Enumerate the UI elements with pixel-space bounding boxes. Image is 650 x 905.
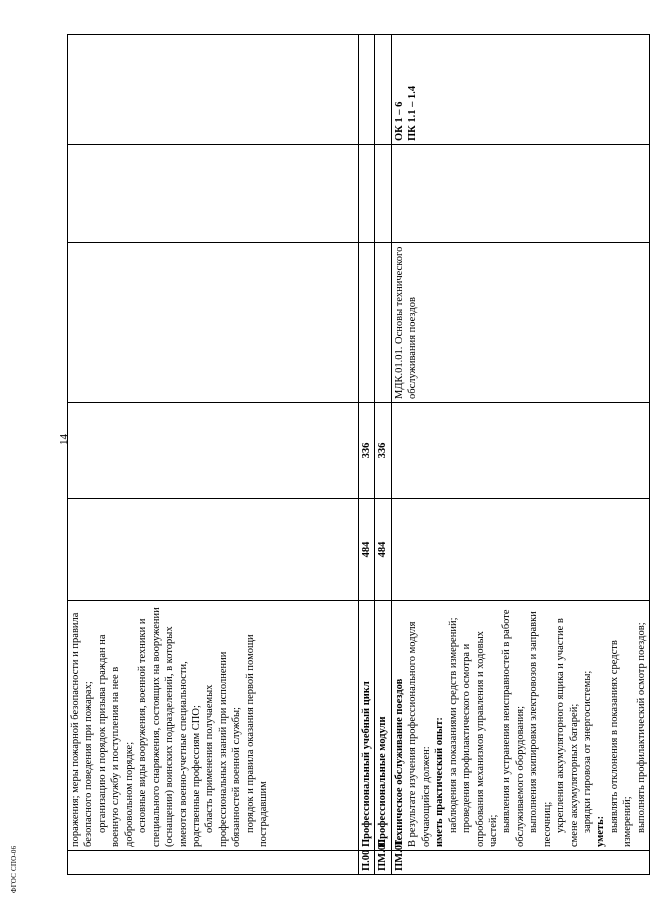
- competency-general: ОК 1 – 6: [393, 101, 405, 141]
- cell-module-content: [391, 601, 649, 851]
- cell-max-load: 484: [375, 499, 391, 601]
- cell-empty: [359, 35, 375, 145]
- cell-empty: [391, 499, 649, 601]
- table-row-pm00: [375, 35, 391, 875]
- experience-item: выполнения экипировки электровозов и заправки песочниц;: [528, 611, 553, 847]
- cell-empty: [68, 243, 359, 403]
- cell-mandatory-load: 336: [375, 403, 391, 499]
- rotated-table-wrapper: [67, 35, 647, 875]
- page-number: 14: [58, 434, 70, 445]
- cell-empty: [375, 145, 391, 243]
- cell-empty: [391, 145, 649, 243]
- skills-heading: уметь:: [595, 815, 607, 847]
- cell-max-load: 484: [359, 499, 375, 601]
- text-line: область применения получаемых профессиональных знаний при исполнении обязанностей военной службы;: [204, 651, 243, 847]
- experience-heading: иметь практический опыт:: [434, 717, 446, 847]
- experience-item: укрепления аккумуляторного ящика и участие в смене аккумуляторных батарей;: [555, 618, 580, 847]
- experience-item: наблюдения за показаниями средств измерений;: [447, 617, 459, 833]
- cell-title: Профессиональные модули: [375, 601, 391, 851]
- cell-title: Профессиональный учебный цикл: [359, 601, 375, 851]
- experience-item: зарядки гировоза от энергосистемы;: [582, 670, 593, 833]
- cell-competencies: [391, 35, 649, 145]
- experience-item: проведения профилактического осмотра и опробования механизмов управления и ходовых частей;: [461, 631, 499, 847]
- cell-empty: [359, 243, 375, 403]
- experience-item: выявления и устранения неисправностей в работе обслуживаемого оборудования;: [501, 609, 526, 847]
- cell-code: П.00: [359, 851, 375, 875]
- table-row-pm01: [391, 35, 649, 875]
- skills-item: выявлять отклонения в показаниях средств измерений;: [608, 640, 634, 847]
- cell-empty: [68, 499, 359, 601]
- cell-empty: [359, 145, 375, 243]
- footer-code: ФГОС СПО-06: [10, 845, 18, 893]
- module-title: Техническое обслуживание поездов: [393, 678, 405, 847]
- text-line: основные виды вооружения, военной техники и специального снаряжения, состоящих на вооружении (оснащении) воинских подразделений, в которых имеются военно-учетные специальности, родственные профессиям СПО;: [137, 607, 202, 847]
- cell-empty: [375, 243, 391, 403]
- module-intro: В результате изучения профессионального модуля обучающийся должен:: [407, 621, 432, 847]
- cell-empty: [68, 145, 359, 243]
- skills-item: выполнять профилактический осмотр поездов;: [635, 622, 647, 833]
- cell-code: ПМ.01: [391, 851, 649, 875]
- competency-professional: ПК 1.1 – 1.4: [407, 85, 419, 141]
- cell-code-empty: [68, 851, 359, 875]
- table-row-military: [68, 35, 359, 875]
- cell-empty: [68, 35, 359, 145]
- table-row-p00: [359, 35, 375, 875]
- text-line: порядок и правила оказания первой помощи пострадавшим: [244, 634, 270, 847]
- cell-course: МДК.01.01. Основы технического обслуживания поездов: [391, 243, 649, 403]
- cell-military-content: [68, 601, 359, 851]
- cell-empty: [375, 35, 391, 145]
- cell-code: ПМ.00: [375, 851, 391, 875]
- cell-mandatory-load: 336: [359, 403, 375, 499]
- text-line: организацию и порядок призыва граждан на военную службу и поступления на нее в добровольном порядке;: [96, 634, 135, 847]
- cell-empty: [68, 403, 359, 499]
- text-line: поражения; меры пожарной безопасности и правила безопасного поведения при пожарах;: [70, 612, 95, 847]
- cell-empty: [391, 403, 649, 499]
- curriculum-table: [67, 34, 650, 875]
